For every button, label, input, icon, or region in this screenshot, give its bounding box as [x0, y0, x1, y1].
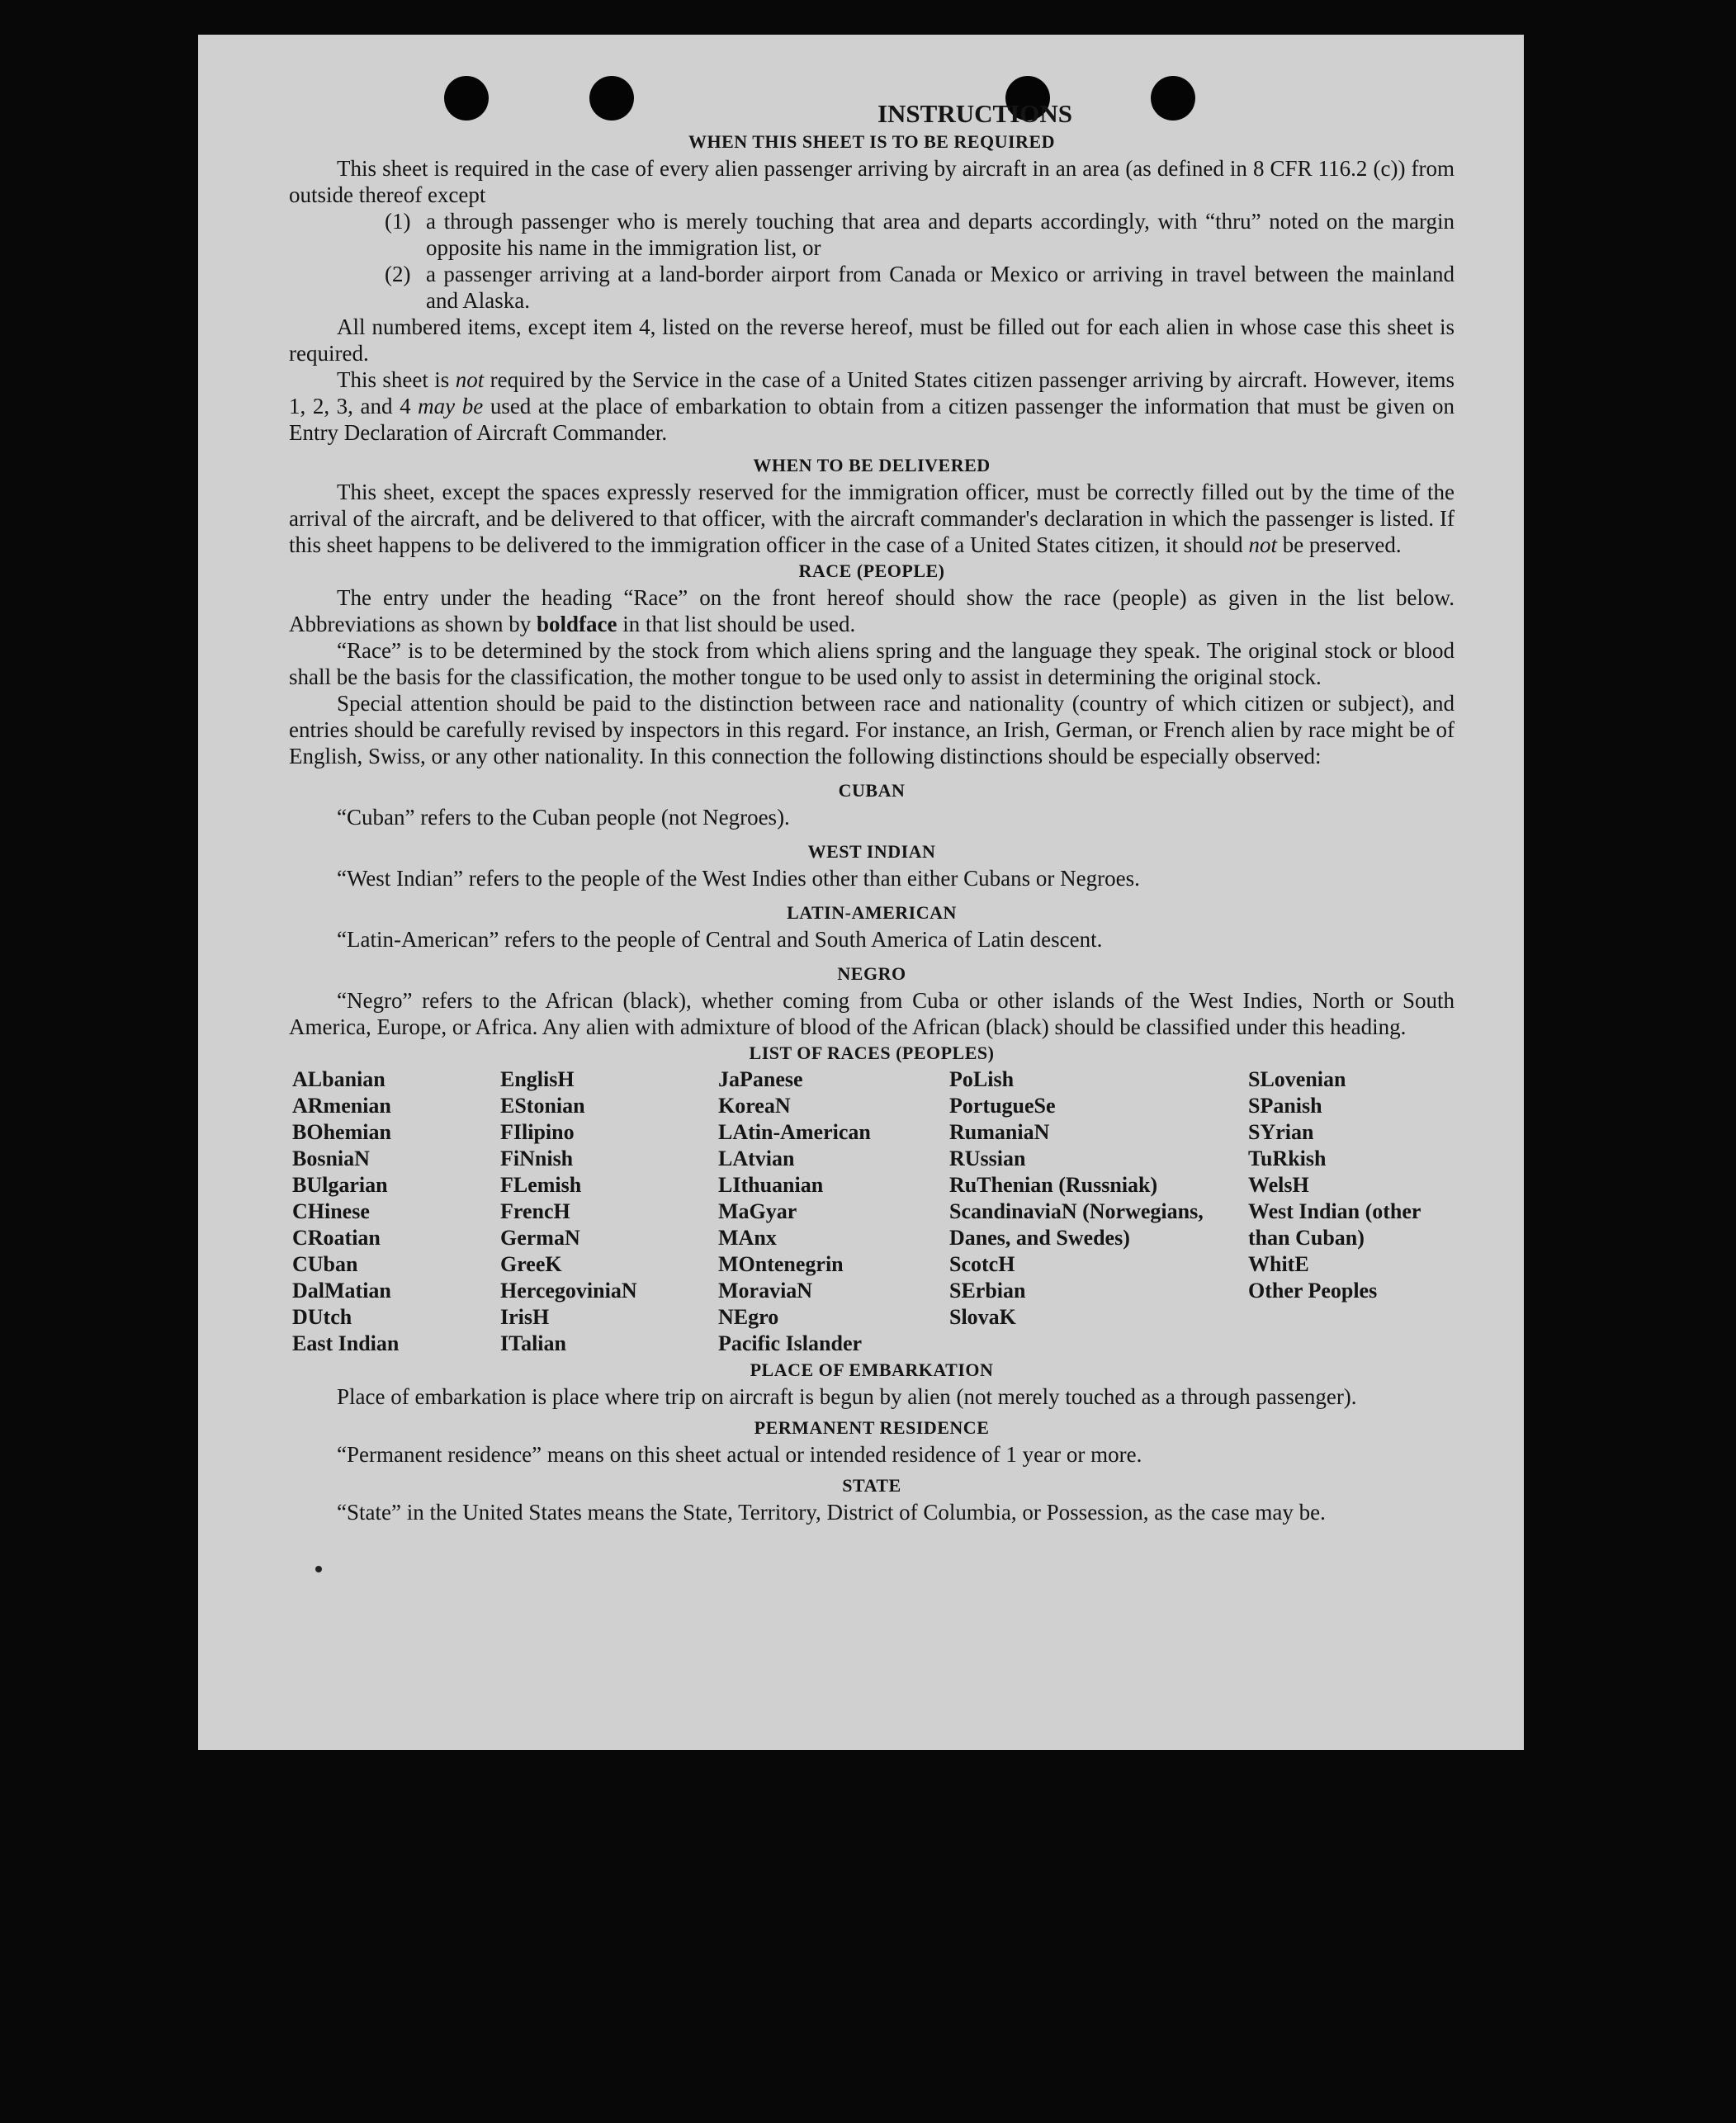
race-entry: RuThenian (Russniak) [949, 1173, 1158, 1197]
race-entry: RUssian [949, 1147, 1026, 1170]
race-entry: FiNnish [500, 1147, 574, 1170]
races-column-3 [718, 1066, 949, 1357]
race-entry: SlovaK [949, 1305, 1016, 1329]
race-entry: SLovenian [1248, 1067, 1346, 1091]
section-heading-west-indian: WEST INDIAN [807, 841, 936, 862]
race-entry: BOhemian [292, 1120, 391, 1144]
race-entry: GreeK [500, 1252, 562, 1276]
race-entry: CUban [292, 1252, 358, 1276]
list-item [385, 208, 1455, 261]
list-item-number: (2) [385, 262, 411, 286]
race-entry: PoLish [949, 1067, 1015, 1091]
list-item-text: a passenger arriving at a land-border airport from Canada or Mexico or arriving in travel between the mainland and Alaska. [426, 262, 1455, 313]
race-entry: KoreaN [718, 1094, 791, 1118]
section-heading-list-of-races: LIST OF RACES (PEOPLES) [749, 1043, 995, 1063]
race-entry: ITalian [500, 1331, 566, 1355]
race-entry: Pacific Islander [718, 1331, 863, 1355]
race-entry: PortugueSe [949, 1094, 1056, 1118]
races-table [292, 1066, 1455, 1357]
race-entry: SErbian [949, 1279, 1026, 1303]
race-entry: GermaN [500, 1226, 580, 1250]
race-entry: DUtch [292, 1305, 352, 1329]
state-text: “State” in the United States means the State, Territory, District of Columbia, or Possession, as the case may be. [337, 1500, 1326, 1525]
race-entry: HercegoviniaN [500, 1279, 637, 1303]
race-entry: East Indian [292, 1331, 400, 1355]
embarkation-text: Place of embarkation is place where trip on aircraft is begun by alien (not merely touched as a through passenger). [337, 1384, 1357, 1409]
section-heading-cuban: CUBAN [838, 780, 906, 801]
race-entry: CRoatian [292, 1226, 381, 1250]
race-paragraph-1: The entry under the heading “Race” on the front hereof should show the race (people) as given in the list below. Abbreviations as shown by boldface in that list should be used. [289, 585, 1455, 636]
race-entry: WhitE [1248, 1252, 1309, 1276]
race-entry: MAnx [718, 1226, 777, 1250]
section-heading-latin-american: LATIN-AMERICAN [787, 902, 957, 923]
race-entry: TuRkish [1248, 1147, 1327, 1170]
race-entry: EStonian [500, 1094, 585, 1118]
cuban-text: “Cuban” refers to the Cuban people (not Negroes). [337, 805, 790, 830]
race-entry: MOntenegrin [718, 1252, 844, 1276]
section-heading-negro: NEGRO [837, 963, 906, 984]
race-entry: RumaniaN [949, 1120, 1050, 1144]
race-entry: IrisH [500, 1305, 550, 1329]
race-entry: CHinese [292, 1199, 370, 1223]
race-entry: LAtin-American [718, 1120, 871, 1144]
section-heading-embarkation: PLACE OF EMBARKATION [750, 1359, 994, 1380]
races-column-5 [1248, 1066, 1456, 1357]
races-column-2 [500, 1066, 718, 1357]
latin-american-text: “Latin-American” refers to the people of Central and South America of Latin descent. [337, 927, 1103, 952]
instructions-content [289, 99, 1455, 1525]
section-heading-delivered: WHEN TO BE DELIVERED [753, 455, 991, 475]
race-entry: FIlipino [500, 1120, 575, 1144]
race-entry: LAtvian [718, 1147, 795, 1170]
section-heading-state: STATE [842, 1475, 901, 1496]
page-title: INSTRUCTIONS [877, 99, 1072, 128]
race-entry: ALbanian [292, 1067, 386, 1091]
races-column-4 [949, 1066, 1248, 1357]
race-entry: SYrian [1248, 1120, 1314, 1144]
delivered-paragraph: This sheet, except the spaces expressly reserved for the immigration officer, must be correctly filled out by the time of the arrival of the aircraft, and be delivered to that officer, with the aircraft commander's declaration in which the passenger is listed. If this sheet happens to be delivered to the immigration officer in the case of a United States citizen, it should not be preserved. [289, 480, 1455, 557]
race-entry: FrencH [500, 1199, 570, 1223]
race-entry: DalMatian [292, 1279, 391, 1303]
race-entry: ScotcH [949, 1252, 1015, 1276]
document-sheet [198, 35, 1524, 1750]
race-paragraph-2: “Race” is to be determined by the stock from which aliens spring and the language they speak. The original stock or blood shall be the basis for the classification, the mother tongue to be used only to assist in determining the original stock. [289, 638, 1455, 689]
race-entry: SPanish [1248, 1094, 1322, 1118]
residence-text: “Permanent residence” means on this sheet actual or intended residence of 1 year or more. [337, 1442, 1142, 1467]
list-item-number: (1) [385, 209, 411, 234]
required-paragraph-2: All numbered items, except item 4, listed on the reverse hereof, must be filled out for each alien in whose case this sheet is required. [289, 314, 1455, 366]
race-entry: BosniaN [292, 1147, 370, 1170]
list-item [385, 261, 1455, 314]
race-entry: ARmenian [292, 1094, 391, 1118]
section-heading-race: RACE (PEOPLE) [798, 560, 945, 581]
section-heading-required: WHEN THIS SHEET IS TO BE REQUIRED [688, 131, 1056, 152]
race-entry: NEgro [718, 1305, 779, 1329]
required-paragraph-3: This sheet is not required by the Service in the case of a United States citizen passenger arriving by aircraft. However, items 1, 2, 3, and 4 may be used at the place of embarkation to obtain from a citizen passenger the information that must be given on Entry Declaration of Aircraft Commander. [289, 367, 1455, 445]
race-entry: EnglisH [500, 1067, 575, 1091]
stray-mark [315, 1566, 322, 1572]
races-column-1 [292, 1066, 500, 1357]
race-entry: Other Peoples [1248, 1279, 1378, 1303]
race-entry: ScandinaviaN (Norwegians, Danes, and Swedes) [949, 1199, 1204, 1250]
race-entry: WelsH [1248, 1173, 1309, 1197]
race-entry: JaPanese [718, 1067, 803, 1091]
west-indian-text: “West Indian” refers to the people of the West Indies other than either Cubans or Negroes. [337, 866, 1140, 891]
section-heading-residence: PERMANENT RESIDENCE [754, 1417, 990, 1438]
required-intro: This sheet is required in the case of every alien passenger arriving by aircraft in an area (as defined in 8 CFR 116.2 (c)) from outside thereof except [289, 156, 1455, 207]
race-entry: FLemish [500, 1173, 582, 1197]
race-entry: LIthuanian [718, 1173, 824, 1197]
race-entry: BUlgarian [292, 1173, 388, 1197]
negro-text: “Negro” refers to the African (black), whether coming from Cuba or other islands of the West Indies, North or South America, Europe, or Africa. Any alien with admixture of blood of the African (black) should be classified under this heading. [289, 988, 1455, 1039]
list-item-text: a through passenger who is merely touching that area and departs accordingly, with “thru” noted on the margin opposite his name in the immigration list, or [426, 209, 1455, 260]
race-entry: West Indian (other than Cuban) [1248, 1199, 1421, 1250]
race-paragraph-3: Special attention should be paid to the distinction between race and nationality (country of which citizen or subject), and entries should be carefully revised by inspectors in this regard. For instance, an Irish, German, or French alien by race might be of English, Swiss, or any other nationality. In this connection the following distinctions should be especially observed: [289, 691, 1455, 768]
race-entry: MaGyar [718, 1199, 797, 1223]
race-entry: MoraviaN [718, 1279, 813, 1303]
